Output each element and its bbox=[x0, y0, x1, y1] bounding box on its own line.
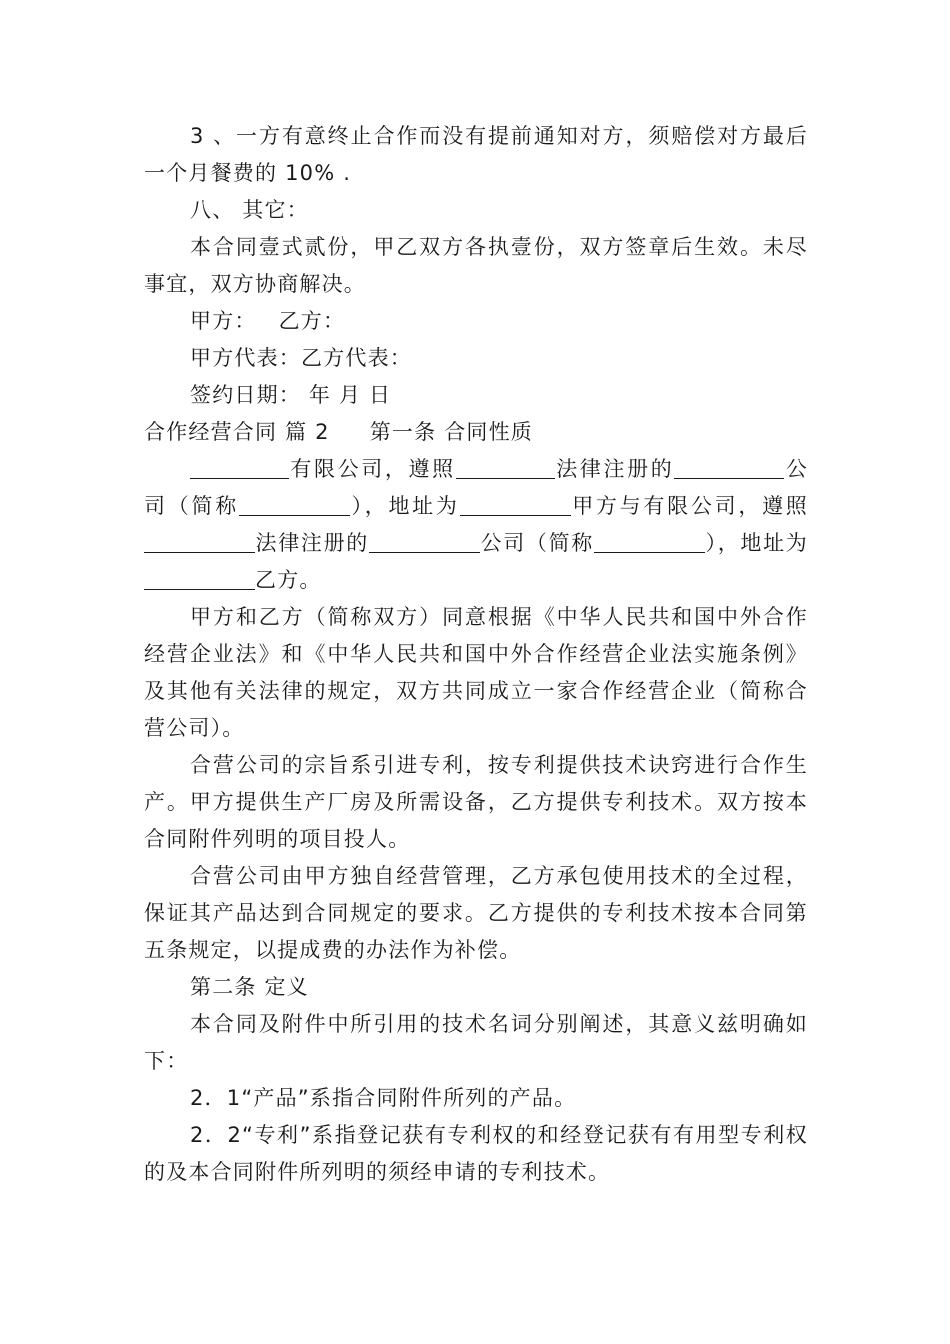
blank-field bbox=[144, 531, 255, 553]
signature-parties bbox=[144, 303, 808, 340]
blank-field bbox=[144, 568, 255, 590]
signature-representatives bbox=[144, 340, 808, 377]
blank-field bbox=[594, 531, 705, 553]
blank-field bbox=[369, 531, 480, 553]
definition-patent: 2．2“专利”系指登记获有专利权的和经登记获有有用型专利权的及本合同附件所列明的须经申请的专利技术。 bbox=[144, 1123, 808, 1184]
contract-title-line bbox=[144, 414, 808, 451]
blank-field bbox=[239, 494, 350, 516]
clause-definitions-intro: 本合同及附件中所引用的技术名词分别阐述，其意义兹明确如下： bbox=[144, 1012, 808, 1073]
rep-a-label: 甲方代表： bbox=[190, 346, 301, 370]
party-b-label: 乙方： bbox=[278, 309, 346, 333]
parties-intro: 有限公司，遵照 法律注册的 公司（简称 ），地址为 甲方与有限公司，遵照法律注册的 公司（简称 ），地址为乙方。 bbox=[144, 457, 809, 592]
blank-field bbox=[674, 457, 784, 479]
clause-termination: 3 、一方有意终止合作而没有提前通知对方，须赔偿对方最后一个月餐费的 10% . bbox=[144, 124, 808, 185]
section-8-heading: 八、 其它： bbox=[190, 198, 309, 222]
clause-copies: 本合同壹式贰份，甲乙双方各执壹份，双方签章后生效。未尽事宜，双方协商解决。 bbox=[144, 235, 808, 296]
clause-management: 合营公司由甲方独自经营管理，乙方承包使用技术的全过程，保证其产品达到合同规定的要求。乙方提供的专利技术按本合同第五条规定，以提成费的办法作为补偿。 bbox=[144, 864, 808, 962]
article-2-heading: 第二条 定义 bbox=[190, 975, 309, 999]
rep-b-label: 乙方代表： bbox=[301, 346, 412, 370]
clause-legal-basis: 甲方和乙方（简称双方）同意根据《中华人民共和国中外合作经营企业法》和《中华人民共和国中外合作经营企业法实施条例》及其他有关法律的规定，双方共同成立一家合作经营企业（简称合营公司）。 bbox=[144, 605, 808, 740]
blank-field bbox=[456, 457, 555, 479]
signature-date: 签约日期： 年 月 日 bbox=[190, 383, 392, 407]
blank-field bbox=[190, 457, 289, 479]
document-body bbox=[144, 118, 808, 1191]
article-1-heading: 第一条 合同性质 bbox=[369, 420, 533, 444]
definition-product: 2．1“产品”系指合同附件所列的产品。 bbox=[190, 1086, 577, 1110]
blank-field bbox=[460, 494, 571, 516]
contract-title: 合作经营合同 篇 2 bbox=[144, 420, 330, 444]
clause-purpose: 合营公司的宗旨系引进专利，按专利提供技术诀窍进行合作生产。甲方提供生产厂房及所需设备，乙方提供专利技术。双方按本合同附件列明的项目投人。 bbox=[144, 753, 808, 851]
party-a-label: 甲方： bbox=[190, 309, 257, 333]
